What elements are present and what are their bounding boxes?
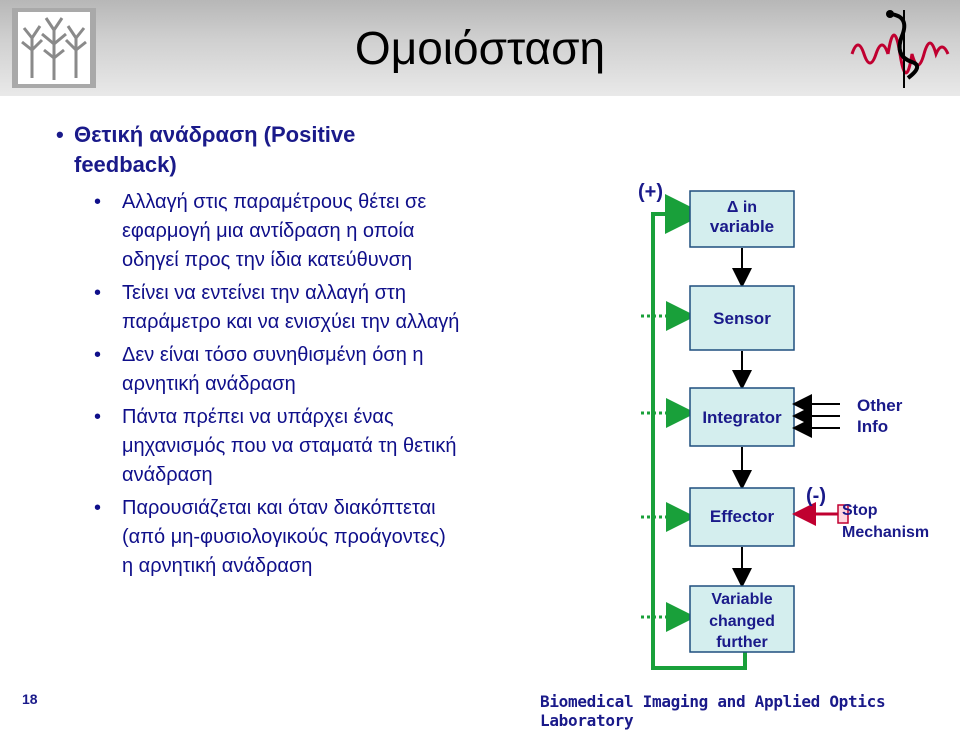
- footer-lab-name: Biomedical Imaging and Applied Optics Laboratory: [540, 692, 886, 730]
- sub-bullet-1: • Αλλαγή στις παραμέτρους θέτει σε εφαρμογή μια αντίδραση η οποία οδηγεί προς την ίδια κατεύθυνση: [50, 188, 467, 275]
- stop-line-2: Mechanism: [842, 524, 930, 541]
- variable-line-1: Variable: [711, 591, 773, 608]
- main-bullet: • Θετική ανάδραση (Positive feedback): [50, 120, 434, 180]
- effector-label: Effector: [709, 507, 775, 526]
- sensor-label: Sensor: [713, 309, 771, 328]
- sub-bullet-2: • Τείνει να εντείνει την αλλαγή στη παράμετρο και να ενισχύει την αλλαγή: [50, 279, 482, 337]
- variable-line-3: further: [716, 634, 768, 651]
- slide-title: Ομοιόσταση: [354, 22, 606, 74]
- variable-line-2: changed: [709, 613, 775, 630]
- stop-line-1: Stop: [842, 502, 878, 519]
- sub-bullet-5: • Παρουσιάζεται και όταν διακόπτεται (από μη-φυσιολογικούς προάγοντες) η αρνητική ανάδραση: [50, 494, 462, 581]
- other-info-line-2: Info: [857, 417, 889, 436]
- sub-bullet-4: • Πάντα πρέπει να υπάρχει ένας μηχανισμός που να σταματά τη θετική ανάδραση: [50, 403, 482, 490]
- delta-line-1: Δ in: [726, 199, 758, 216]
- sub-bullet-3: • Δεν είναι τόσο συνηθισμένη όση η αρνητική ανάδραση: [50, 341, 482, 399]
- plus-label: (+): [638, 181, 663, 203]
- page-number: 18: [22, 691, 38, 707]
- delta-line-2: variable: [709, 217, 775, 236]
- other-info-line-1: Other: [857, 396, 903, 415]
- integrator-label: Integrator: [702, 408, 782, 427]
- minus-label: (-): [806, 485, 826, 507]
